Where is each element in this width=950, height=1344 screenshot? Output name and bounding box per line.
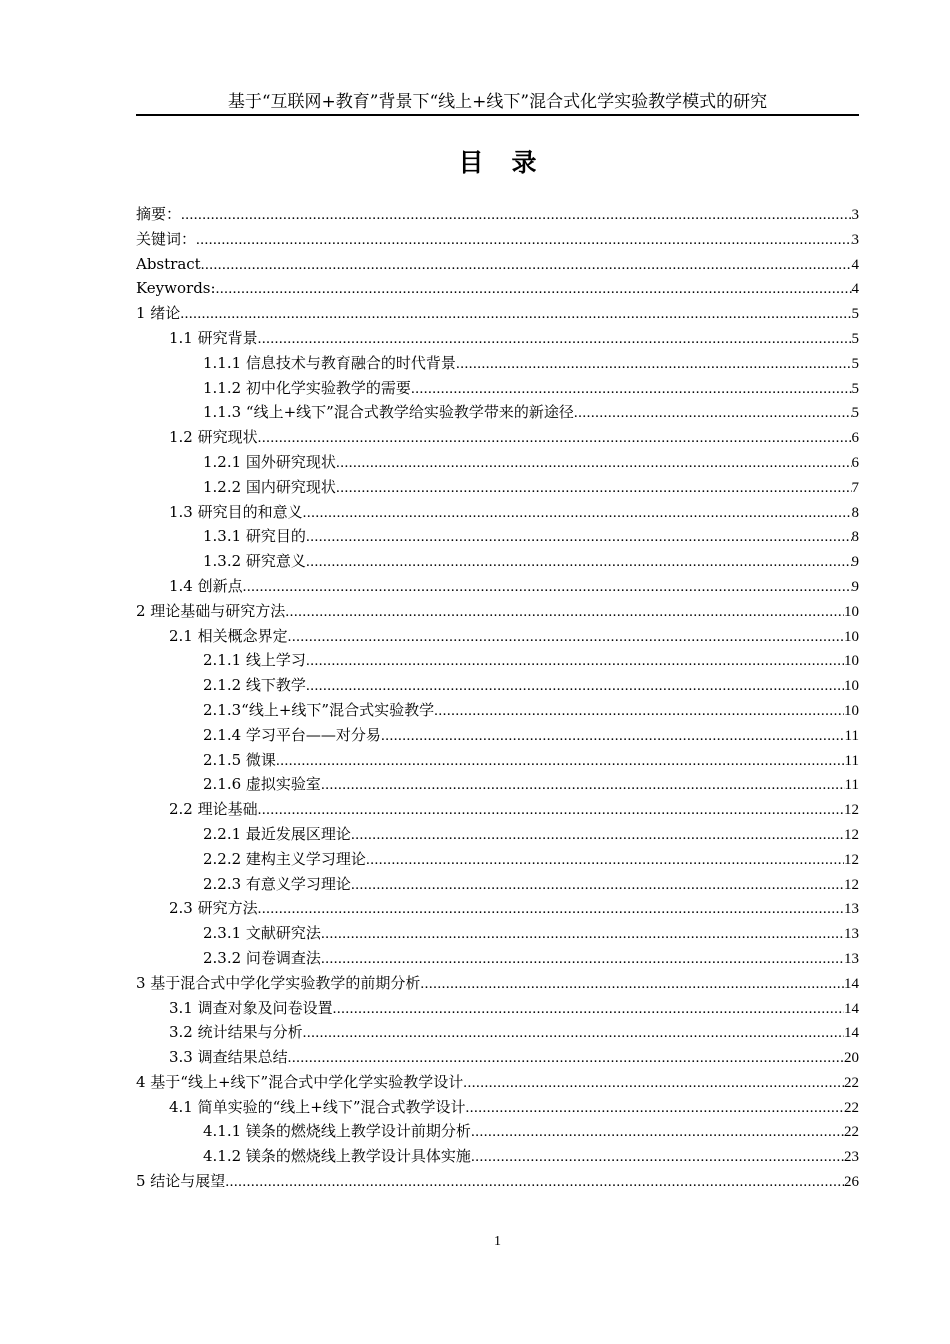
dot-leader [196,228,851,252]
toc-entry-label: 2.2.2 建构主义学习理论 [203,849,366,868]
toc-entry[interactable] [136,524,859,549]
dot-leader [434,699,844,723]
toc-entry-label: 2.1.4 学习平台——对分易 [203,725,381,744]
dot-leader [285,600,844,624]
toc-entry-page: 9 [851,578,859,595]
dot-leader [321,922,844,946]
toc-entry-page: 11 [844,777,859,794]
toc-entry-page: 9 [851,554,859,571]
dot-leader [351,873,844,897]
toc-entry[interactable] [136,1144,859,1169]
toc-entry[interactable] [136,425,859,450]
dot-leader [258,798,844,822]
toc-entry-page: 23 [844,1149,859,1166]
toc-entry-label: 2.1 相关概念界定 [169,626,288,645]
toc-entry-page: 13 [844,950,859,967]
toc-entry[interactable] [136,351,859,376]
toc-entry[interactable] [136,971,859,996]
toc-entry-label: 关键词： [136,229,197,248]
toc-entry[interactable] [136,946,859,971]
toc-entry-page: 5 [851,355,859,372]
dot-leader [574,401,852,425]
toc-entry-label: 2.3.1 文献研究法 [203,924,321,943]
dot-leader [336,476,852,500]
toc-entry-label: 3.1 调查对象及问卷设置 [169,998,333,1017]
toc-entry[interactable] [136,648,859,673]
toc-entry[interactable] [136,847,859,872]
dot-leader [303,501,852,525]
toc-entry-page: 4 [851,281,859,298]
toc-entry-page: 5 [851,330,859,347]
toc-entry[interactable] [136,797,859,822]
dot-leader [258,327,852,351]
toc-entry[interactable] [136,400,859,425]
dot-leader [216,277,852,301]
dot-leader [463,1071,844,1095]
dot-leader [456,352,852,376]
toc-entry-page: 12 [844,876,859,893]
toc-entry[interactable] [136,723,859,748]
toc-entry[interactable] [136,1169,859,1194]
toc-entry[interactable] [136,500,859,525]
toc-entry[interactable] [136,227,859,252]
dot-leader [243,575,852,599]
toc-entry-label: 2.1.1 线上学习 [203,651,306,670]
dot-leader [420,972,844,996]
toc-entry-label: Abstract [136,254,201,273]
toc-entry-label: 4.1 简单实验的“线上+线下”混合式教学设计 [169,1097,466,1116]
dot-leader [471,1145,844,1169]
dot-leader [306,674,844,698]
toc-entry-label: 1.3.1 研究目的 [203,527,306,546]
toc-entry-label: 1.2.2 国内研究现状 [203,477,336,496]
toc-entry-label: 2.1.2 线下教学 [203,676,306,695]
toc-entry[interactable] [136,252,859,277]
toc-entry-label: 1.2 研究现状 [169,428,258,447]
toc-entry-page: 7 [851,479,859,496]
toc-entry-label: 3.2 统计结果与分析 [169,1023,303,1042]
toc-entry[interactable] [136,1119,859,1144]
toc-entry-page: 8 [851,504,859,521]
toc-entry-label: 1.1 研究背景 [169,328,258,347]
dot-leader [258,897,844,921]
toc-entry-page: 10 [844,603,859,620]
toc-entry-page: 10 [844,628,859,645]
dot-leader [201,253,852,277]
page-number: 1 [494,1234,501,1249]
toc-entry-label: 2.1.6 虚拟实验室 [203,775,321,794]
dot-leader [351,823,844,847]
toc-entry-page: 10 [844,702,859,719]
toc-entry[interactable] [136,673,859,698]
toc-entry[interactable] [136,1070,859,1095]
dot-leader [411,377,852,401]
toc-entry-page: 5 [851,380,859,397]
toc-entry-page: 10 [844,678,859,695]
toc-entry[interactable] [136,574,859,599]
toc-entry[interactable] [136,376,859,401]
dot-leader [288,1046,844,1070]
toc-entry-page: 3 [851,207,859,223]
toc-entry-page: 12 [844,826,859,843]
toc-entry-page: 5 [851,405,859,422]
toc-entry-page: 26 [844,1174,859,1191]
toc-entry-label: 4.1.1 镁条的燃烧线上教学设计前期分析 [203,1122,471,1141]
dot-leader [258,426,852,450]
toc-entry[interactable] [136,475,859,500]
dot-leader [321,947,844,971]
toc-entry-label: 2.1.3“线上+线下”混合式实验教学 [203,700,435,719]
toc-entry-page: 8 [851,529,859,546]
toc-entry-page: 14 [844,1000,859,1017]
dot-leader [333,997,844,1021]
dot-leader [336,451,852,475]
toc-entry-label: Keywords: [136,279,216,298]
toc-entry-label: 1.4 创新点 [169,576,243,595]
toc-entry-page: 5 [851,306,859,323]
dot-leader [381,724,845,748]
toc-entry[interactable] [136,896,859,921]
toc-entry-page: 11 [844,727,859,744]
toc-entry-page: 12 [844,802,859,819]
toc-entry[interactable] [136,996,859,1021]
toc-entry-page: 14 [844,975,859,992]
dot-leader [225,1170,844,1194]
toc-entry[interactable] [136,772,859,797]
toc-entry[interactable] [136,872,859,897]
running-header: 基于“互联网+教育”背景下“线上+线下”混合式化学实验教学模式的研究 [227,92,768,112]
toc-entry[interactable] [136,326,859,351]
toc-entry[interactable] [136,202,859,227]
toc-entry[interactable] [136,1020,859,1045]
toc-entry-label: 5 结论与展望 [136,1172,226,1191]
toc-entry-label: 3.3 调查结果总结 [169,1048,288,1067]
dot-leader [321,773,845,797]
toc-entry-page: 22 [844,1099,859,1116]
toc-entry[interactable] [136,301,859,326]
toc-entry-page: 10 [844,653,859,670]
toc-entry-label: 4.1.2 镁条的燃烧线上教学设计具体实施 [203,1147,471,1166]
toc-entry[interactable] [136,698,859,723]
toc-entry[interactable] [136,1045,859,1070]
toc-entry-label: 3 基于混合式中学化学实验教学的前期分析 [136,973,421,992]
toc-entry-label: 2 理论基础与研究方法 [136,601,286,620]
dot-leader [306,649,844,673]
dot-leader [306,550,852,574]
toc-entry-label: 1.1.3 “线上+线下”混合式教学给实验教学带来的新途径 [203,403,574,422]
toc-entry-page: 12 [844,851,859,868]
toc-entry-label: 1.2.1 国外研究现状 [203,452,336,471]
toc-entry[interactable] [136,1095,859,1120]
toc-entry[interactable] [136,276,859,301]
toc-entry-label: 2.3 研究方法 [169,899,258,918]
toc-entry[interactable] [136,921,859,946]
toc-entry[interactable] [136,822,859,847]
dot-leader [306,525,852,549]
toc-entry-page: 13 [844,901,859,918]
toc-entry-label: 2.2 理论基础 [169,800,258,819]
toc-entry-page: 4 [851,256,859,273]
toc-entry-page: 20 [844,1050,859,1067]
toc-entry-label: 1 绪论 [136,304,181,323]
dot-leader [303,1021,844,1045]
dot-leader [276,749,845,773]
toc-entry-label: 2.3.2 问卷调查法 [203,948,321,967]
toc-entry-page: 6 [851,454,859,471]
dot-leader [466,1096,844,1120]
dot-leader [366,848,844,872]
toc-entry[interactable] [136,599,859,624]
toc-entry-page: 13 [844,926,859,943]
toc-entry-page: 6 [851,430,859,447]
toc-entry-label: 摘要： [136,205,182,223]
toc-entry-page: 22 [844,1124,859,1141]
toc-entry[interactable] [136,624,859,649]
toc-entry-label: 2.2.1 最近发展区理论 [203,824,351,843]
toc-entry-label: 4 基于“线上+线下”混合式中学化学实验教学设计 [136,1072,464,1091]
toc-entry-label: 1.1.1 信息技术与教育融合的时代背景 [203,353,456,372]
toc-entry-page: 11 [844,752,859,769]
toc-entry-label: 2.2.3 有意义学习理论 [203,874,351,893]
table-of-contents [136,202,859,1194]
toc-title: 目录 [458,148,565,177]
dot-leader [181,203,851,227]
toc-entry-label: 1.1.2 初中化学实验教学的需要 [203,378,411,397]
toc-entry[interactable] [136,450,859,475]
dot-leader [288,625,844,649]
dot-leader [471,1120,844,1144]
toc-entry-label: 1.3.2 研究意义 [203,552,306,571]
toc-entry[interactable] [136,549,859,574]
toc-entry-label: 1.3 研究目的和意义 [169,502,303,521]
toc-entry-page: 22 [844,1074,859,1091]
header-rule [136,114,859,116]
toc-entry-page: 3 [851,231,859,248]
toc-entry-page: 14 [844,1025,859,1042]
toc-entry-label: 2.1.5 微课 [203,750,276,769]
dot-leader [180,302,851,326]
toc-entry[interactable] [136,748,859,773]
